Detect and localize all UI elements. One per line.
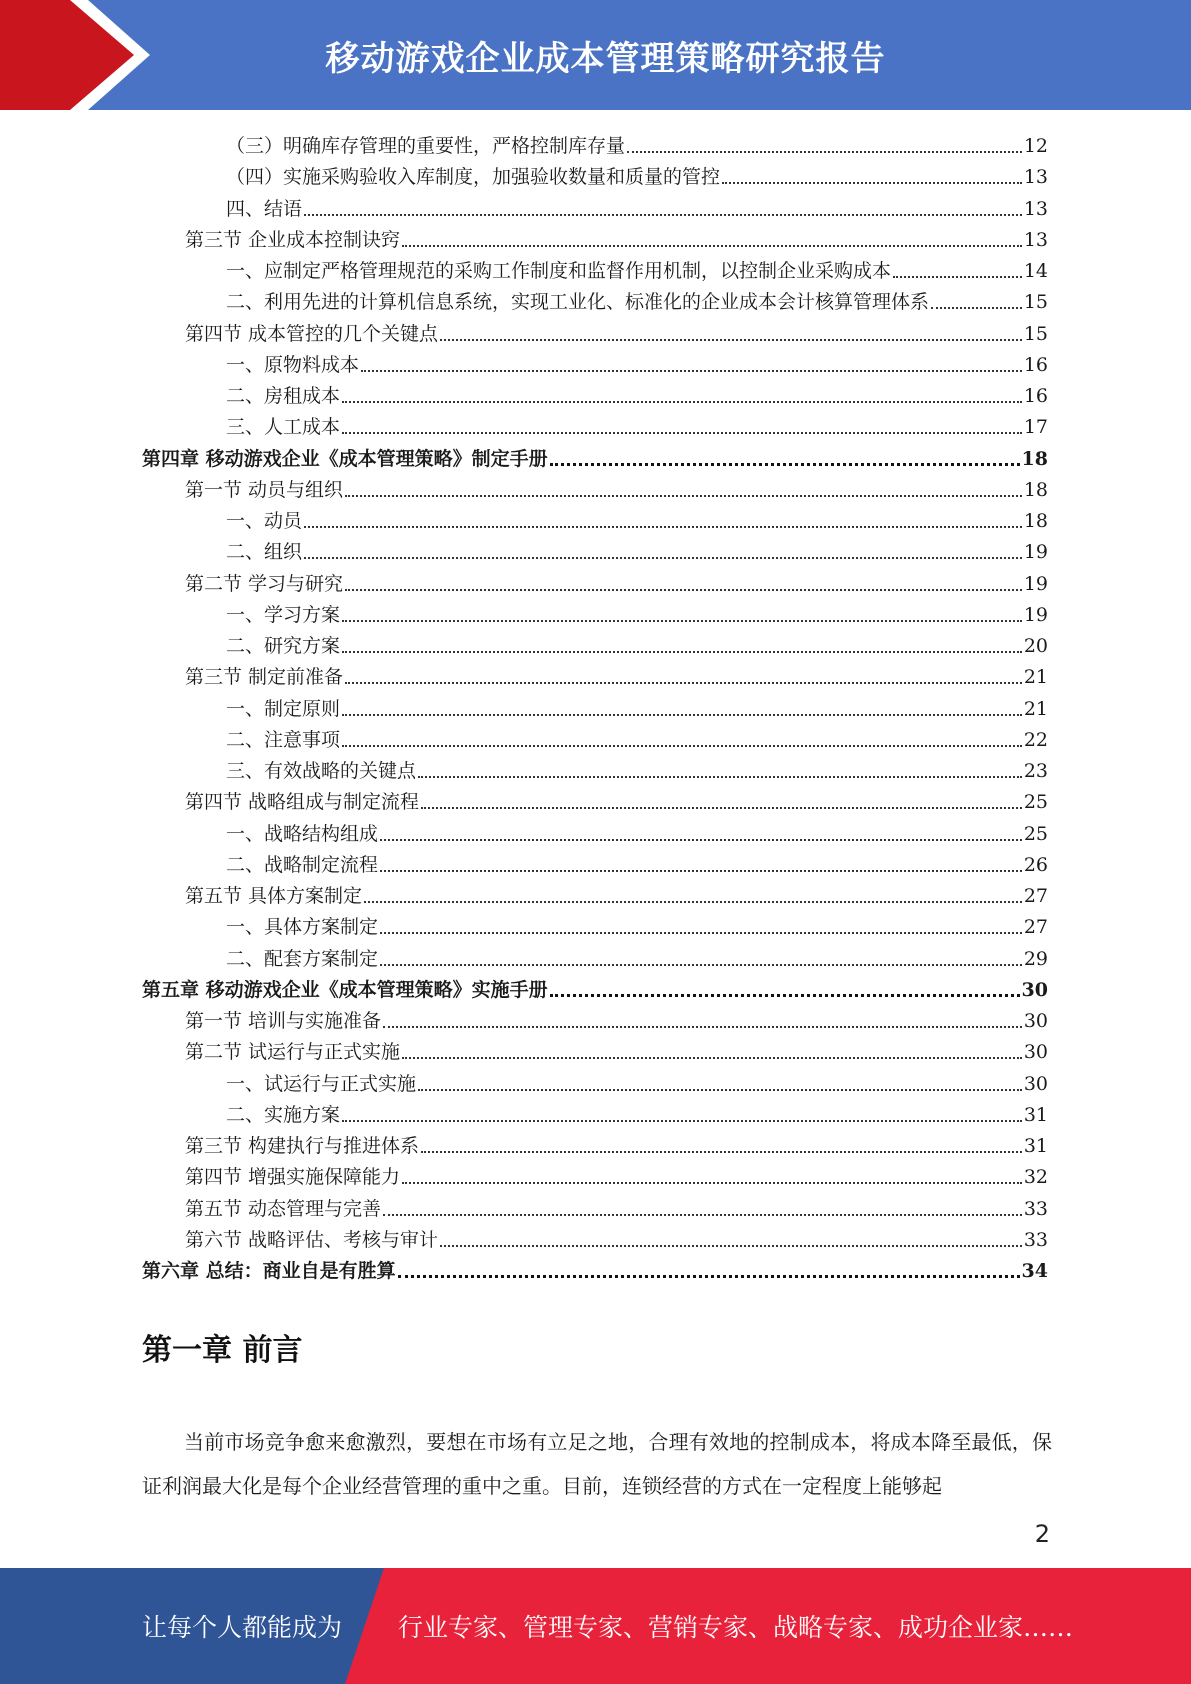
toc-dot-leader	[421, 1151, 1022, 1153]
toc-entry-page: 14	[1023, 260, 1048, 282]
toc-entry[interactable]	[226, 190, 1048, 221]
toc-entry-page: 18	[1021, 448, 1048, 470]
footer-slogan-right: 行业专家、管理专家、营销专家、战略专家、成功企业家……	[398, 1613, 1074, 1642]
toc-entry-label: 二、实施方案	[226, 1104, 341, 1126]
toc-dot-leader	[364, 901, 1022, 903]
toc-dot-leader	[440, 1245, 1022, 1247]
toc-dot-leader	[380, 870, 1022, 872]
toc-dot-leader	[345, 682, 1022, 684]
toc-entry-label: 第三节 企业成本控制诀窍	[185, 229, 401, 251]
toc-entry-label: 第一节 培训与实施准备	[185, 1010, 382, 1032]
toc-entry-page: 32	[1023, 1166, 1048, 1188]
toc-entry[interactable]	[226, 627, 1048, 658]
toc-entry-label: 一、试运行与正式实施	[226, 1073, 417, 1095]
toc-entry-label: （三）明确库存管理的重要性，严格控制库存量	[226, 135, 626, 157]
toc-entry[interactable]	[185, 1033, 1048, 1064]
toc-entry-label: 第四节 增强实施保障能力	[185, 1166, 401, 1188]
toc-dot-leader	[342, 651, 1022, 653]
toc-dot-leader	[361, 370, 1022, 372]
toc-entry-label: 三、有效战略的关键点	[226, 760, 417, 782]
toc-entry-label: 三、人工成本	[226, 416, 341, 438]
toc-entry-page: 20	[1023, 635, 1048, 657]
toc-entry[interactable]	[226, 283, 1048, 314]
toc-entry[interactable]	[185, 1221, 1048, 1252]
toc-entry[interactable]	[226, 846, 1048, 877]
toc-entry[interactable]	[226, 940, 1048, 971]
toc-entry-label: 第五章 移动游戏企业《成本管理策略》实施手册	[142, 979, 548, 1001]
toc-entry-label: 第二节 学习与研究	[185, 573, 344, 595]
toc-entry-page: 25	[1023, 823, 1048, 845]
toc-dot-leader	[304, 214, 1022, 216]
toc-entry-label: 第二节 试运行与正式实施	[185, 1041, 401, 1063]
toc-entry-label: 第四章 移动游戏企业《成本管理策略》制定手册	[142, 448, 548, 470]
toc-entry-label: 第三节 构建执行与推进体系	[185, 1135, 420, 1157]
footer-slogan-left: 让每个人都能成为	[142, 1613, 343, 1642]
toc-entry-page: 27	[1023, 885, 1048, 907]
toc-entry[interactable]	[185, 877, 1048, 908]
document-title: 移动游戏企业成本管理策略研究报告	[325, 38, 886, 79]
toc-entry-page: 33	[1023, 1229, 1048, 1251]
toc-entry-page: 27	[1023, 916, 1048, 938]
toc-entry-page: 19	[1023, 541, 1048, 563]
toc-dot-leader	[722, 182, 1022, 184]
toc-entry-label: 第四节 成本管控的几个关键点	[185, 323, 439, 345]
toc-entry-label: 第五节 动态管理与完善	[185, 1198, 382, 1220]
toc-entry-label: 二、利用先进的计算机信息系统，实现工业化、标准化的企业成本会计核算管理体系	[226, 291, 930, 313]
toc-entry-label: 第四节 战略组成与制定流程	[185, 791, 420, 813]
toc-entry-page: 30	[1021, 979, 1048, 1001]
toc-dot-leader	[398, 1275, 1020, 1278]
toc-entry-page: 19	[1023, 573, 1048, 595]
toc-entry[interactable]	[185, 565, 1048, 596]
toc-dot-leader	[418, 1089, 1022, 1091]
toc-dot-leader	[304, 557, 1022, 559]
toc-entry-page: 18	[1023, 510, 1048, 532]
toc-entry-page: 12	[1023, 135, 1048, 157]
toc-entry[interactable]	[226, 752, 1048, 783]
toc-entry[interactable]	[185, 1002, 1048, 1033]
toc-entry-label: 第五节 具体方案制定	[185, 885, 363, 907]
toc-entry[interactable]	[226, 408, 1048, 439]
toc-entry[interactable]	[185, 1158, 1048, 1189]
toc-entry-page: 13	[1023, 229, 1048, 251]
toc-entry-page: 30	[1023, 1041, 1048, 1063]
toc-entry-label: 第六节 战略评估、考核与审计	[185, 1229, 439, 1251]
toc-entry-label: 二、房租成本	[226, 385, 341, 407]
toc-dot-leader	[383, 1026, 1022, 1028]
toc-entry[interactable]	[226, 721, 1048, 752]
toc-entry-label: 四、结语	[226, 198, 303, 220]
toc-dot-leader	[342, 714, 1022, 716]
page-footer	[0, 1568, 1191, 1684]
toc-entry[interactable]	[226, 502, 1048, 533]
toc-dot-leader	[342, 432, 1022, 434]
toc-entry[interactable]	[185, 783, 1048, 814]
toc-dot-leader	[550, 463, 1020, 466]
toc-dot-leader	[402, 245, 1022, 247]
toc-entry[interactable]	[226, 158, 1048, 189]
toc-entry[interactable]	[185, 315, 1048, 346]
toc-entry-page: 33	[1023, 1198, 1048, 1220]
toc-dot-leader	[342, 745, 1022, 747]
toc-chapter-entry[interactable]	[142, 971, 1048, 1002]
toc-dot-leader	[550, 994, 1020, 997]
toc-entry-page: 22	[1023, 729, 1048, 751]
toc-entry-label: 第一节 动员与组织	[185, 479, 344, 501]
toc-entry-label: 一、学习方案	[226, 604, 341, 626]
toc-entry[interactable]	[226, 1096, 1048, 1127]
toc-entry-label: 一、应制定严格管理规范的采购工作制度和监督作用机制，以控制企业采购成本	[226, 260, 892, 282]
page-number: 2	[1034, 1520, 1050, 1548]
toc-entry[interactable]	[185, 471, 1048, 502]
toc-entry-label: 一、制定原则	[226, 698, 341, 720]
toc-entry[interactable]	[226, 533, 1048, 564]
toc-chapter-entry[interactable]	[142, 1252, 1048, 1283]
toc-entry-label: 第三节 制定前准备	[185, 666, 344, 688]
chapter-heading: 第一章 前言	[142, 1333, 303, 1368]
toc-dot-leader	[418, 776, 1022, 778]
toc-entry[interactable]	[226, 690, 1048, 721]
toc-dot-leader	[380, 964, 1022, 966]
toc-entry[interactable]	[185, 1127, 1048, 1158]
toc-entry-page: 26	[1023, 854, 1048, 876]
toc-dot-leader	[402, 1057, 1022, 1059]
toc-entry-label: 一、动员	[226, 510, 303, 532]
toc-dot-leader	[627, 151, 1022, 153]
toc-entry-page: 21	[1023, 666, 1048, 688]
toc-entry-page: 23	[1023, 760, 1048, 782]
toc-entry-page: 17	[1023, 416, 1048, 438]
toc-entry-label: 二、研究方案	[226, 635, 341, 657]
toc-entry-page: 19	[1023, 604, 1048, 626]
toc-entry[interactable]	[185, 1190, 1048, 1221]
toc-dot-leader	[342, 620, 1022, 622]
toc-entry[interactable]	[185, 221, 1048, 252]
toc-entry[interactable]	[226, 1065, 1048, 1096]
toc-entry-page: 30	[1023, 1073, 1048, 1095]
toc-entry-label: 一、原物料成本	[226, 354, 360, 376]
toc-entry-label: 二、组织	[226, 541, 303, 563]
toc-entry-page: 21	[1023, 698, 1048, 720]
toc-dot-leader	[402, 1182, 1022, 1184]
toc-chapter-entry[interactable]	[142, 440, 1048, 471]
toc-entry-page: 29	[1023, 948, 1048, 970]
toc-dot-leader	[383, 1214, 1022, 1216]
toc-entry[interactable]	[226, 252, 1048, 283]
toc-entry-page: 13	[1023, 198, 1048, 220]
toc-dot-leader	[440, 339, 1022, 341]
toc-entry-label: 二、注意事项	[226, 729, 341, 751]
toc-entry-page: 31	[1023, 1104, 1048, 1126]
toc-dot-leader	[342, 1120, 1022, 1122]
toc-entry-page: 25	[1023, 791, 1048, 813]
page-header	[0, 0, 1191, 110]
toc-dot-leader	[421, 807, 1022, 809]
toc-dot-leader	[380, 839, 1022, 841]
toc-entry-page: 18	[1023, 479, 1048, 501]
toc-entry[interactable]	[226, 815, 1048, 846]
toc-entry[interactable]	[185, 658, 1048, 689]
toc-dot-leader	[342, 401, 1022, 403]
toc-entry-label: 二、战略制定流程	[226, 854, 379, 876]
toc-entry[interactable]	[226, 127, 1048, 158]
toc-entry-label: 第六章 总结：商业自是有胜算	[142, 1260, 396, 1282]
toc-entry[interactable]	[226, 596, 1048, 627]
toc-dot-leader	[345, 495, 1022, 497]
toc-entry-label: （四）实施采购验收入库制度，加强验收数量和质量的管控	[226, 166, 721, 188]
toc-entry-label: 二、配套方案制定	[226, 948, 379, 970]
toc-entry-page: 15	[1023, 323, 1048, 345]
toc-entry-page: 15	[1023, 291, 1048, 313]
toc-entry-page: 16	[1023, 354, 1048, 376]
toc-entry-page: 16	[1023, 385, 1048, 407]
toc-entry-page: 30	[1023, 1010, 1048, 1032]
toc-entry-page: 13	[1023, 166, 1048, 188]
toc-entry[interactable]	[226, 346, 1048, 377]
toc-entry-page: 31	[1023, 1135, 1048, 1157]
toc-entry[interactable]	[226, 908, 1048, 939]
toc-dot-leader	[931, 307, 1022, 309]
toc-entry-label: 一、战略结构组成	[226, 823, 379, 845]
body-paragraph: 当前市场竞争愈来愈激烈，要想在市场有立足之地，合理有效地的控制成本，将成本降至最低，保证利润最大化是每个企业经营管理的重中之重。目前，连锁经营的方式在一定程度上能够起	[142, 1430, 1052, 1498]
toc-dot-leader	[893, 276, 1022, 278]
toc-dot-leader	[380, 932, 1022, 934]
toc-dot-leader	[345, 589, 1022, 591]
toc-entry-label: 一、具体方案制定	[226, 916, 379, 938]
toc-entry-page: 34	[1021, 1260, 1048, 1282]
toc-dot-leader	[304, 526, 1022, 528]
toc-entry[interactable]	[226, 377, 1048, 408]
